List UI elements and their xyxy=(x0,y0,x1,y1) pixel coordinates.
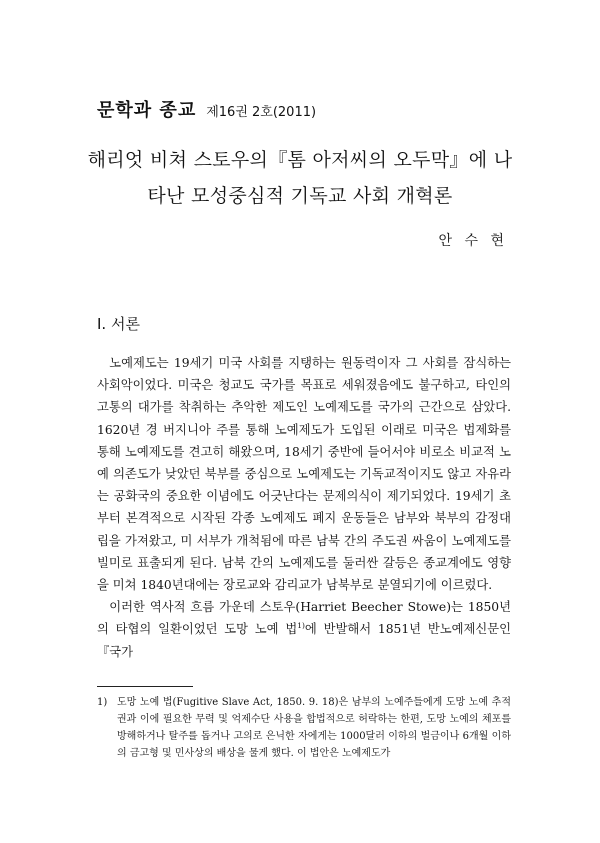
paragraph-2-text-a: 이러한 역사적 흐름 가운데 스토우(Harriet Beecher Stowe)는 1850년의 타협의 일환이었던 도망 노예 법 xyxy=(97,600,511,637)
footnote-divider xyxy=(97,686,193,687)
body-text xyxy=(97,352,511,663)
footnote-mark: 1) xyxy=(97,697,108,708)
title-line-2: 타난 모성중심적 기독교 사회 개혁론 xyxy=(147,185,453,207)
section-heading: I. 서론 xyxy=(97,315,140,333)
paragraph-2 xyxy=(97,596,511,663)
journal-logo: 문학과 종교 xyxy=(97,100,197,121)
issue-info: 제16권 2호(2011) xyxy=(206,105,317,120)
article-title xyxy=(60,142,540,214)
author-name: 안 수 현 xyxy=(438,233,508,249)
running-header xyxy=(97,96,316,122)
footnote-text: 도망 노예 법(Fugitive Slave Act, 1850. 9. 18)은 남부의 노예주들에게 도망 노예 추적권과 이에 필요한 무력 및 억제수단 사용을 합법적으로 허락하는 한편, 도망 노예의 체포를 방해하거나 탈주를 돕거나 고의로 은닉한 자에게는 1000달러 이하의 벌금이나 6개월 이하의 금고형 및 민사상의 배상을 물게 했다. 이 법안은 노예제도가 xyxy=(117,697,511,759)
footnote-reference[interactable]: 1) xyxy=(297,621,305,631)
title-line-1: 해리엇 비쳐 스토우의『톰 아저씨의 오두막』에 나 xyxy=(87,149,513,171)
footnote-1 xyxy=(97,694,511,762)
paragraph-2-text-b: 에 반발해서 1851년 반노예제신문인『국가 xyxy=(97,622,511,659)
paragraph-1: 노예제도는 19세기 미국 사회를 지탱하는 원동력이자 그 사회를 잠식하는 사회악이었다. 미국은 청교도 국가를 목표로 세워졌음에도 불구하고, 타인의 고통의 대가를 착취하는 추악한 제도인 노예제도를 국가의 근간으로 삼았다. 1620년 경 버지니아 주를 통해 노예제도가 도입된 이래로 미국은 법제화를 통해 노예제도를 견고히 해왔으며, 18세기 중반에 들어서야 비로소 비교적 노예 의존도가 낮았던 북부를 중심으로 노예제도는 기독교적이지도 않고 자유라는 공화국의 중요한 이념에도 어긋난다는 문제의식이 제기되었다. 19세기 초부터 본격적으로 시작된 각종 노예제도 폐지 운동들은 남부와 북부의 감정대립을 가져왔고, 미 서부가 개척됨에 따른 남북 간의 주도권 싸움이 노예제도를 빌미로 표출되게 된다. 남북 간의 노예제도를 둘러싼 갈등은 종교계에도 영향을 미쳐 1840년대에는 장로교와 감리교가 남북부로 분열되기에 이르렀다. xyxy=(97,356,511,593)
